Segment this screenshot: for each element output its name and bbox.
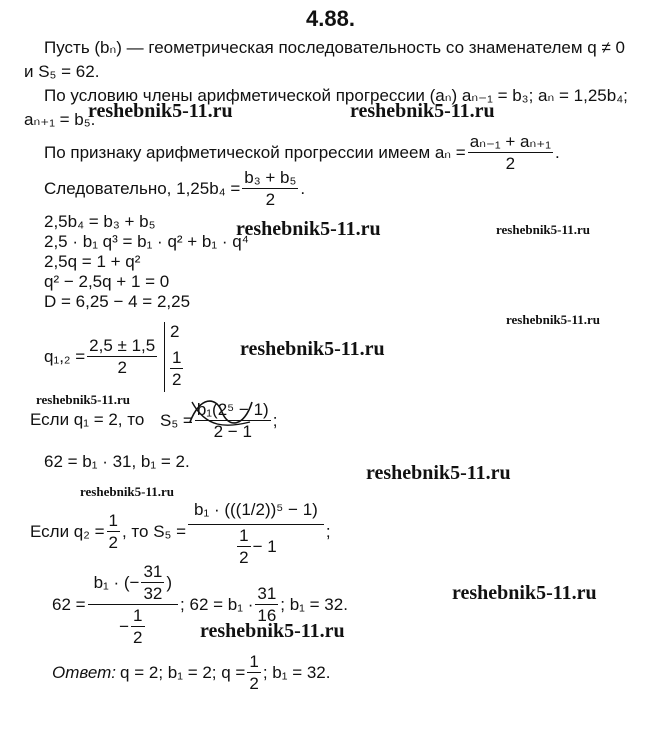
roots-frac-num: 2,5 ± 1,5 [89,336,156,355]
case2-s5-fraction [188,496,324,568]
watermark: reshebnik5-11.ru [200,620,345,642]
case2-text-b: , то S₅ = [121,522,187,541]
case2-eq-den [119,605,146,648]
step-5: D = 6,25 − 4 = 2,25 [44,292,191,311]
roots-fraction [87,336,157,378]
case2-eq-mid: ; 62 = b₁ · [180,595,254,614]
case1-s5: S₅ = [160,411,193,430]
answer-q-den: 2 [249,674,259,693]
case2-eq-fraction [88,562,178,648]
case2-eq-num-b: ) [166,573,173,592]
case2-q-fraction [107,511,120,553]
watermark: reshebnik5-11.ru [350,100,495,122]
therefore-frac-num: b₃ + b₅ [244,168,297,187]
case2-eq-mid-num: 31 [257,584,277,603]
answer-text-b: ; b₁ = 32. [262,663,331,682]
watermark: reshebnik5-11.ru [496,222,591,237]
case2-q-den: 2 [108,533,118,552]
intro-line-1: Пусть (bₙ) — геометрическая последовательность со знаменателем q ≠ 0 [44,38,625,57]
condition-line-2: aₙ₊₁ = b₅. [24,110,96,129]
case1-result: 62 = b₁ · 31, b₁ = 2. [44,452,190,471]
case2-s5-den-den: 2 [239,548,249,567]
case2-eq-num [88,562,178,605]
watermark: reshebnik5-11.ru [36,392,131,407]
case2-eq-num-frac-num: 31 [143,562,163,581]
case2-eq-den-num: 1 [133,606,143,625]
sign-text: По признаку арифметической прогрессии имеем aₙ = [44,143,466,162]
answer-label: Ответ: [52,663,117,682]
roots-bar [164,322,165,392]
case2-eq-num-fraction [141,562,164,604]
sign-frac-den: 2 [505,154,516,173]
case2-eq-den-den: 2 [133,628,143,647]
answer-text-a: q = 2; b₁ = 2; q = [120,663,246,682]
case2-line [30,496,331,568]
roots-line [44,336,159,378]
scribble-mark [186,392,256,432]
root-value-2-den: 2 [172,370,182,389]
case2-s5-num: b₁ · (((1/2))⁵ − 1) [188,496,324,525]
problem-number: 4.88. [306,6,355,31]
intro-line-2: и S₅ = 62. [24,62,100,81]
watermark: reshebnik5-11.ru [506,312,601,327]
root-value-1: 2 [170,322,180,341]
therefore-end: . [300,179,306,198]
watermark: reshebnik5-11.ru [452,582,597,604]
sign-fraction [468,132,553,174]
therefore-frac-den: 2 [265,190,276,209]
case1-frac-den: 2 − 1 [213,422,252,441]
case2-text-a: Если q₂ = [30,522,105,541]
case2-s5-den-tail: − 1 [252,537,277,556]
case2-s5-den-num: 1 [239,526,249,545]
roots-lhs: q₁,₂ = [44,347,86,366]
answer-q-fraction [247,652,260,694]
case2-eq-mid-den: 16 [257,606,277,625]
case2-eq-den-fraction [131,606,144,648]
step-1: 2,5b₄ = b₃ + b₅ [44,212,156,231]
case2-eq-lhs: 62 = [52,595,86,614]
step-2: 2,5 · b₁ q³ = b₁ · q² + b₁ · q⁴ [44,232,249,251]
answer-q-num: 1 [249,652,259,671]
watermark: reshebnik5-11.ru [240,338,385,360]
answer-line [52,652,330,694]
case1-text: Если q₁ = 2, то [30,410,145,429]
root-value-2 [168,348,185,390]
case2-eq-num-a: b₁ · (− [93,573,140,592]
therefore-line [44,168,305,210]
root-value-2-num: 1 [172,348,182,367]
condition-line-1: По условию члены арифметической прогрессии (aₙ) aₙ₋₁ = b₃; aₙ = 1,25b₄; [44,86,628,105]
roots-frac-den: 2 [117,358,127,377]
root-value-2-fraction [170,348,183,390]
watermark: reshebnik5-11.ru [88,100,233,122]
step-4: q² − 2,5q + 1 = 0 [44,272,170,291]
case1-end: ; [272,411,278,430]
case2-q-num: 1 [108,511,118,530]
case1-frac-num: b₁(2⁵ − 1) [196,400,269,419]
case2-eq-den-a: − [119,617,130,636]
case2-end: ; [325,522,331,541]
watermark: reshebnik5-11.ru [80,484,175,499]
case2-eq-end: ; b₁ = 32. [280,595,348,614]
case2-eq-num-frac-den: 32 [143,584,163,603]
step-3: 2,5q = 1 + q² [44,252,141,271]
therefore-fraction [242,168,298,210]
watermark: reshebnik5-11.ru [236,218,381,240]
therefore-text: Следовательно, 1,25b₄ = [44,179,241,198]
sign-frac-num: aₙ₋₁ + aₙ₊₁ [469,132,551,151]
sign-end: . [554,143,560,162]
watermark: reshebnik5-11.ru [366,462,511,484]
